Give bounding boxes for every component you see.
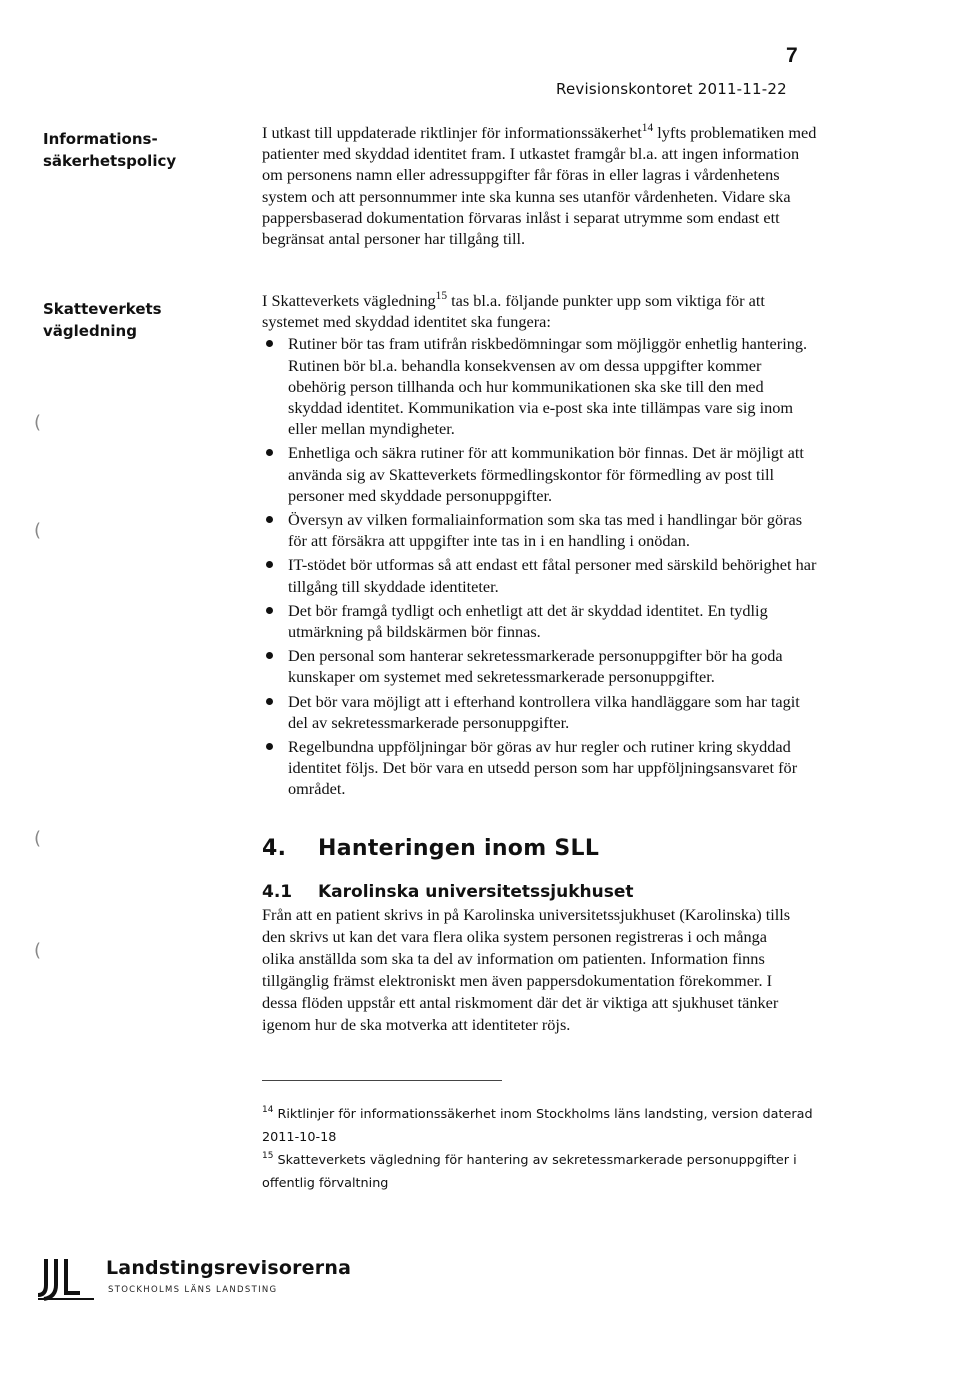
footnotes	[262, 1103, 822, 1195]
footnote-divider	[262, 1080, 502, 1081]
footnote-15	[262, 1149, 822, 1195]
list-item	[262, 736, 820, 800]
paragraph-text: lyfts problematiken med patienter med skyddad identitet fram. I utkastet framgår bl.a. att ingen information om personens namn eller adressuppgifter får föras in eller lagras i vårdenhetens system och att personnummer inte ska kunna ses utanför vårdenheten. Vidare ska pappersbaserad dokumentation förvaras inlåst i separat utrymme som endast ett begränsat antal personer har tillgång till.	[262, 123, 817, 249]
side-heading-text: Skatteverkets vägledning	[43, 300, 162, 340]
logo-mark-icon	[36, 1255, 96, 1301]
list-item-text: Det bör vara möjligt att i efterhand kontrollera vilka handläggare som har tagit del av sekretessmarkerade personuppgifter.	[288, 691, 800, 732]
list-item-text: Den personal som hanterar sekretessmarkerade personuppgifter bör ha goda kunskaper om systemet med sekretessmarkerade personuppgifter.	[288, 646, 783, 687]
list-item	[262, 600, 820, 642]
body-paragraph	[262, 122, 820, 249]
bullet-list	[262, 333, 820, 799]
list-item-text: Översyn av vilken formaliainformation som ska tas med i handlingar bör göras för att försäkra att uppgifter inte tas in i en handling i onödan.	[288, 510, 803, 551]
bullet-icon	[266, 607, 273, 614]
side-heading-informationssakerhetspolicy	[43, 128, 233, 172]
side-heading-skatteverkets-vagledning	[43, 298, 233, 342]
list-item	[262, 333, 820, 439]
bullet-icon	[266, 698, 273, 705]
chapter-number: 4.	[262, 836, 287, 861]
list-item	[262, 691, 820, 733]
bullet-icon	[266, 743, 273, 750]
footnote-number: 14	[262, 1104, 274, 1115]
section-karolinska	[262, 904, 802, 1036]
subsection-heading	[262, 882, 634, 902]
chapter-title: Hanteringen inom SLL	[318, 836, 600, 861]
margin-mark: (	[34, 412, 42, 433]
section-informationssakerhetspolicy	[262, 122, 820, 249]
footnote-number: 15	[262, 1150, 274, 1161]
footnote-ref-14[interactable]: 14	[641, 121, 654, 134]
logo-title: Landstingsrevisorerna	[106, 1257, 352, 1279]
page-number: 7	[786, 44, 798, 67]
margin-mark: (	[34, 940, 42, 961]
list-item	[262, 442, 820, 506]
footnote-14	[262, 1103, 822, 1149]
margin-mark: (	[34, 520, 42, 541]
margin-mark: (	[34, 828, 42, 849]
body-paragraph: Från att en patient skrivs in på Karolinska universitetssjukhuset (Karolinska) tills den skrivs ut kan det vara flera olika system personen registreras i och många olika anställda som ska ta del av information om patienten. Information finns tillgänglig främst elektroniskt men även pappersdokumentation förekommer. I dessa flöden uppstår ett antal riskmoment där det är viktiga att sjukhuset tänker igenom hur de ska motverka att identiteter röjs.	[262, 905, 791, 1034]
subsection-title: Karolinska universitetssjukhuset	[318, 882, 634, 902]
paragraph-text: I utkast till uppdaterade riktlinjer för informationssäkerhet	[262, 123, 642, 142]
list-item	[262, 645, 820, 687]
list-item-text: Det bör framgå tydligt och enhetligt att det är skyddad identitet. En tydlig utmärkning på bildskärmen bör finnas.	[288, 600, 768, 642]
bullet-icon	[266, 652, 273, 659]
bullet-icon	[266, 340, 273, 347]
footnote-text: Riktlinjer för informationssäkerhet inom Stockholms läns landsting, version daterad 2011-10-18	[262, 1107, 813, 1145]
footnote-ref-15[interactable]: 15	[435, 289, 448, 302]
bullet-icon	[266, 449, 273, 456]
bullet-icon	[266, 516, 273, 523]
list-item-text: Regelbundna uppföljningar bör göras av hur regler och rutiner kring skyddad identitet följs. Det bör vara en utsedd person som har uppföljningsansvaret för området.	[288, 737, 798, 799]
list-item-text: Rutiner bör tas fram utifrån riskbedömningar som möjliggör enhetlig hantering. Rutinen bör bl.a. behandla konsekvensen av om dessa uppgifter kommer obehörig person tillhanda och hur kommunikationen ska ske till den med skyddad identitet. Kommunikation via e-post ska inte tillämpas vare sig inom eller mellan myndigheter.	[288, 334, 808, 439]
intro-paragraph	[262, 290, 820, 332]
list-item-text: IT-stödet bör utformas så att endast ett fåtal personer med särskild behörighet har tillgång till skyddade identiteter.	[288, 555, 817, 596]
document-header: Revisionskontoret 2011-11-22	[556, 80, 787, 98]
intro-text: tas bl.a. följande punkter upp som viktiga för att systemet med skyddad identitet ska fungera:	[262, 291, 765, 332]
list-item	[262, 509, 820, 551]
list-item	[262, 554, 820, 596]
chapter-heading	[262, 836, 599, 861]
footnote-text: Skatteverkets vägledning för hantering av sekretessmarkerade personuppgifter i offentlig förvaltning	[262, 1153, 797, 1191]
list-item-text: Enhetliga och säkra rutiner för att kommunikation bör finnas. Det är möjligt att använda sig av Skatteverkets förmedlingskontor för förmedling av post till personer med skyddade personuppgifter.	[288, 443, 804, 505]
bullet-icon	[266, 561, 273, 568]
landstingsrevisorerna-logo	[36, 1255, 356, 1305]
logo-subtitle: STOCKHOLMS LÄNS LANDSTING	[108, 1285, 278, 1295]
side-heading-text: Informations- säkerhetspolicy	[43, 130, 177, 170]
intro-text: I Skatteverkets vägledning	[262, 291, 436, 310]
section-skatteverkets-vagledning	[262, 290, 820, 803]
subsection-number: 4.1	[262, 882, 293, 902]
